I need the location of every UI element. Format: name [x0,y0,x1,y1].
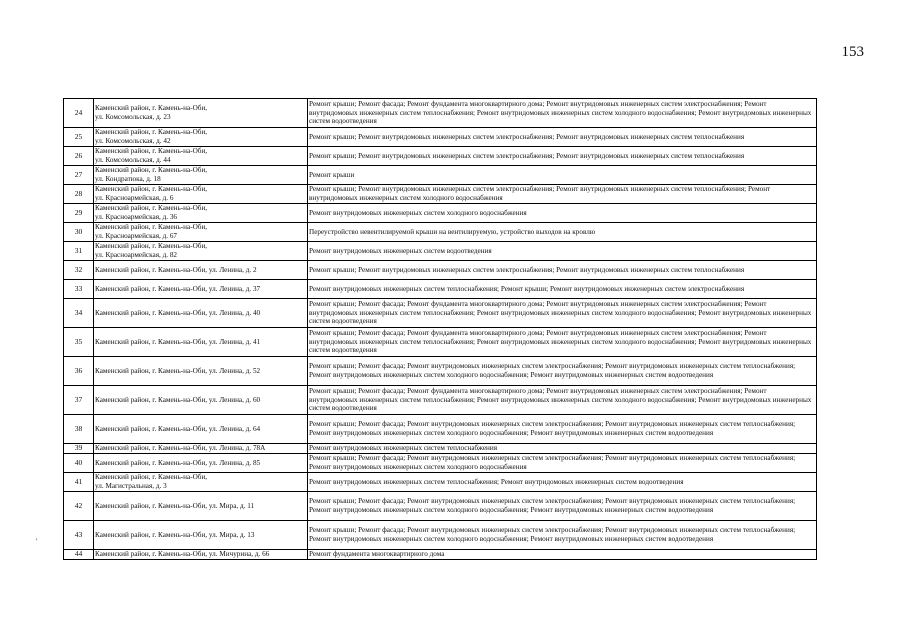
row-number: 36 [64,357,94,386]
address-cell: Каменский район, г. Камень-на-Оби, ул. Ленина, д. 37 [94,280,308,299]
row-number: 32 [64,261,94,280]
address-cell: Каменский район, г. Камень-на-Оби, ул. Кондратюка, д. 18 [94,166,308,185]
works-cell: Ремонт крыши; Ремонт фасада; Ремонт внутридомовых инженерных систем электроснабжения; Ремонт внутридомовых инженерных систем теплоснабжения; Ремонт внутридомовых инженерных систем холодного водоснабжения; Ремонт внутридомовых инженерных систем водоотведения [308,357,817,386]
table-row [64,415,817,444]
works-cell: Ремонт крыши; Ремонт фасада; Ремонт фундамента многоквартирного дома; Ремонт внутридомовых инженерных систем электроснабжения; Ремонт внутридомовых инженерных систем теплоснабжения; Ремонт внутридомовых инженерных систем холодного водоснабжения; Ремонт внутридомовых инженерных систем водоотведения [308,299,817,328]
table-row [64,185,817,204]
page-number: 153 [841,44,864,60]
works-cell: Ремонт крыши; Ремонт фасада; Ремонт внутридомовых инженерных систем электроснабжения; Ремонт внутридомовых инженерных систем теплоснабжения; Ремонт внутридомовых инженерных систем холодного водоснабжения; Ремонт внутридомовых инженерных систем водоотведения [308,415,817,444]
row-number: 33 [64,280,94,299]
row-number: 43 [64,521,94,550]
table-row [64,550,817,560]
address-cell: Каменский район, г. Камень-на-Оби, ул. Красноармейская, д. 6 [94,185,308,204]
table-row [64,261,817,280]
row-number: 30 [64,223,94,242]
table-row [64,223,817,242]
row-number: 31 [64,242,94,261]
works-cell: Ремонт крыши; Ремонт внутридомовых инженерных систем электроснабжения; Ремонт внутридомовых инженерных систем теплоснабжения; Ремонт внутридомовых инженерных систем холодного водоснабжения [308,185,817,204]
row-number: 37 [64,386,94,415]
address-cell: Каменский район, г. Камень-на-Оби, ул. Красноармейская, д. 67 [94,223,308,242]
table-row [64,444,817,454]
row-number: 40 [64,454,94,473]
row-number: 29 [64,204,94,223]
stray-scan-mark: ' [36,537,38,546]
works-cell: Ремонт внутридомовых инженерных систем теплоснабжения; Ремонт крыши; Ремонт внутридомовых инженерных систем электроснабжения [308,280,817,299]
works-cell: Переустройство невентилируемой крыши на вентилируемую, устройство выходов на кровлю [308,223,817,242]
row-number: 28 [64,185,94,204]
table-row [64,473,817,492]
table-row [64,166,817,185]
works-cell: Ремонт крыши; Ремонт фасада; Ремонт фундамента многоквартирного дома; Ремонт внутридомовых инженерных систем электроснабжения; Ремонт внутридомовых инженерных систем теплоснабжения; Ремонт внутридомовых инженерных систем холодного водоснабжения; Ремонт внутридомовых инженерных систем водоотведения [308,99,817,128]
table-row [64,280,817,299]
works-cell: Ремонт внутридомовых инженерных систем холодного водоснабжения [308,204,817,223]
address-cell: Каменский район, г. Камень-на-Оби, ул. Комсомольская, д. 42 [94,128,308,147]
table-row [64,299,817,328]
address-cell: Каменский район, г. Камень-на-Оби, ул. Мичурина, д. 66 [94,550,308,560]
address-cell: Каменский район, г. Камень-на-Оби, ул. Ленина, д. 60 [94,386,308,415]
address-cell: Каменский район, г. Камень-на-Оби, ул. Ленина, д. 64 [94,415,308,444]
works-cell: Ремонт внутридомовых инженерных систем теплоснабжения; Ремонт внутридомовых инженерных систем водоотведения [308,473,817,492]
works-cell: Ремонт крыши [308,166,817,185]
table-row [64,128,817,147]
works-cell: Ремонт крыши; Ремонт фасада; Ремонт фундамента многоквартирного дома; Ремонт внутридомовых инженерных систем электроснабжения; Ремонт внутридомовых инженерных систем теплоснабжения; Ремонт внутридомовых инженерных систем холодного водоснабжения; Ремонт внутридомовых инженерных систем водоотведения [308,328,817,357]
address-cell: Каменский район, г. Камень-на-Оби, ул. Мира, д. 13 [94,521,308,550]
row-number: 38 [64,415,94,444]
address-cell: Каменский район, г. Камень-на-Оби, ул. Мира, д. 11 [94,492,308,521]
address-cell: Каменский район, г. Камень-на-Оби, ул. Магистральная, д. 3 [94,473,308,492]
table-row [64,492,817,521]
table-row [64,99,817,128]
address-cell: Каменский район, г. Камень-на-Оби, ул. Ленина, д. 52 [94,357,308,386]
row-number: 34 [64,299,94,328]
row-number: 24 [64,99,94,128]
row-number: 27 [64,166,94,185]
works-cell: Ремонт крыши; Ремонт фасада; Ремонт внутридомовых инженерных систем электроснабжения; Ремонт внутридомовых инженерных систем теплоснабжения; Ремонт внутридомовых инженерных систем холодного водоснабжения; Ремонт внутридомовых инженерных систем водоотведения [308,492,817,521]
row-number: 26 [64,147,94,166]
works-cell: Ремонт крыши; Ремонт внутридомовых инженерных систем электроснабжения; Ремонт внутридомовых инженерных систем теплоснабжения [308,128,817,147]
table-row [64,242,817,261]
table-row [64,521,817,550]
address-cell: Каменский район, г. Камень-на-Оби, ул. Ленина, д. 40 [94,299,308,328]
works-cell: Ремонт крыши; Ремонт фасада; Ремонт фундамента многоквартирного дома; Ремонт внутридомовых инженерных систем электроснабжения; Ремонт внутридомовых инженерных систем теплоснабжения; Ремонт внутридомовых инженерных систем холодного водоснабжения; Ремонт внутридомовых инженерных систем водоотведения [308,386,817,415]
address-cell: Каменский район, г. Камень-на-Оби, ул. Ленина, д. 2 [94,261,308,280]
works-cell: Ремонт внутридомовых инженерных систем теплоснабжения [308,444,817,454]
table-row [64,147,817,166]
row-number: 35 [64,328,94,357]
works-cell: Ремонт крыши; Ремонт фасада; Ремонт внутридомовых инженерных систем электроснабжения; Ремонт внутридомовых инженерных систем теплоснабжения; Ремонт внутридомовых инженерных систем холодного водоснабжения [308,454,817,473]
works-cell: Ремонт крыши; Ремонт фасада; Ремонт внутридомовых инженерных систем электроснабжения; Ремонт внутридомовых инженерных систем теплоснабжения; Ремонт внутридомовых инженерных систем холодного водоснабжения; Ремонт внутридомовых инженерных систем водоотведения [308,521,817,550]
row-number: 42 [64,492,94,521]
address-cell: Каменский район, г. Камень-на-Оби, ул. Красноармейская, д. 36 [94,204,308,223]
address-cell: Каменский район, г. Камень-на-Оби, ул. Комсомольская, д. 44 [94,147,308,166]
table-row [64,328,817,357]
table-row [64,454,817,473]
row-number: 44 [64,550,94,560]
address-cell: Каменский район, г. Камень-на-Оби, ул. Красноармейская, д. 82 [94,242,308,261]
table-row [64,386,817,415]
works-cell: Ремонт внутридомовых инженерных систем водоотведения [308,242,817,261]
table-body [64,99,817,560]
address-cell: Каменский район, г. Камень-на-Оби, ул. Ленина, д. 41 [94,328,308,357]
works-cell: Ремонт крыши; Ремонт внутридомовых инженерных систем электроснабжения; Ремонт внутридомовых инженерных систем теплоснабжения [308,261,817,280]
repair-works-table [63,98,817,560]
address-cell: Каменский район, г. Камень-на-Оби, ул. Ленина, д. 85 [94,454,308,473]
table-row [64,357,817,386]
row-number: 25 [64,128,94,147]
address-cell: Каменский район, г. Камень-на-Оби, ул. Ленина, д. 78А [94,444,308,454]
table-row [64,204,817,223]
row-number: 41 [64,473,94,492]
works-cell: Ремонт фундамента многоквартирного дома [308,550,817,560]
address-cell: Каменский район, г. Камень-на-Оби, ул. Комсомольская, д. 23 [94,99,308,128]
works-cell: Ремонт крыши; Ремонт внутридомовых инженерных систем электроснабжения; Ремонт внутридомовых инженерных систем теплоснабжения [308,147,817,166]
row-number: 39 [64,444,94,454]
